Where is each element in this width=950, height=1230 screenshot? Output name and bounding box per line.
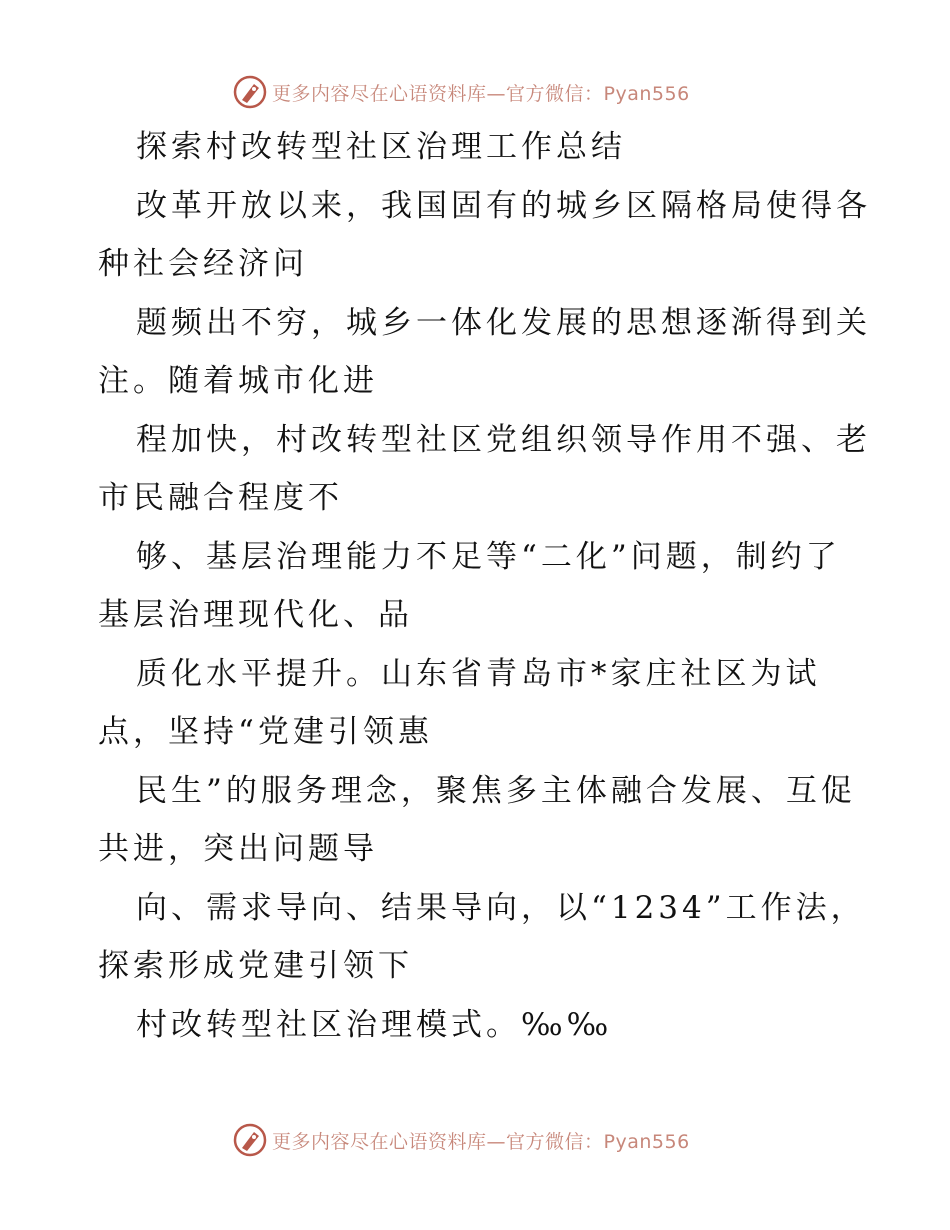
pen-nib-logo-icon — [232, 1122, 268, 1158]
text-line: 种社会经济问 — [98, 246, 308, 282]
header-banner — [232, 72, 690, 112]
text-line: 村改转型社区治理模式。‰‰ — [136, 1006, 613, 1043]
header-banner-text: 更多内容尽在心语资料库—官方微信：Pyan556 — [272, 82, 690, 105]
text-line: 向、需求导向、结果导向，以“1234”工作法， — [136, 889, 866, 926]
text-line: 题频出不穷，城乡一体化发展的思想逐渐得到关 — [136, 304, 871, 341]
text-line: 基层治理现代化、品 — [98, 597, 413, 633]
pen-nib-logo-icon — [232, 74, 268, 110]
text-line: 市民融合程度不 — [98, 480, 343, 516]
text-line: 够、基层治理能力不足等“二化”问题，制约了 — [136, 538, 841, 575]
text-line: 民生”的服务理念，聚焦多主体融合发展、互促 — [136, 772, 856, 809]
document-body — [98, 118, 871, 1054]
text-line: 共进，突出问题导 — [98, 831, 378, 867]
text-line: 探索形成党建引领下 — [98, 948, 413, 984]
footer-banner — [232, 1120, 690, 1160]
document-title: 探索村改转型社区治理工作总结 — [136, 129, 626, 165]
text-line: 点，坚持“党建引领惠 — [98, 714, 433, 750]
text-line: 注。随着城市化进 — [98, 363, 378, 399]
text-line: 改革开放以来，我国固有的城乡区隔格局使得各 — [136, 187, 871, 224]
text-line: 质化水平提升。山东省青岛市*家庄社区为试 — [136, 655, 821, 692]
text-line: 程加快，村改转型社区党组织领导作用不强、老 — [136, 421, 871, 458]
footer-banner-text: 更多内容尽在心语资料库—官方微信：Pyan556 — [272, 1130, 690, 1153]
